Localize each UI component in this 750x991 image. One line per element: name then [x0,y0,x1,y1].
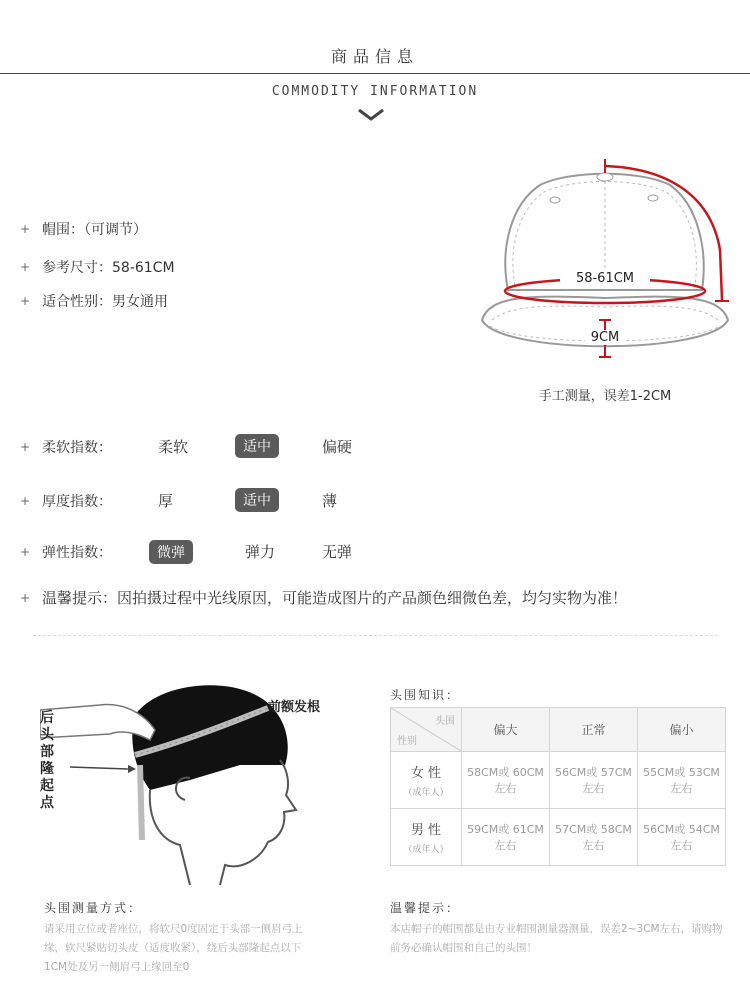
thickness-label: 厚度指数： [42,494,112,510]
bullet-icon: + [20,440,31,454]
bullet-icon: + [20,294,31,308]
elasticity-option-elastic: 弹力 [245,543,276,561]
warm-tip: 温馨提示：因拍摄过程中光线原因，可能造成图片的产品颜色细微色差，均匀实物为准！ [42,589,628,607]
head-size-table [390,707,726,866]
section-title-en: COMMODITY INFORMATION [271,84,479,99]
bullet-icon: + [20,591,31,605]
bullet-icon: + [20,545,31,559]
tip2-title: 温馨提示： [390,901,461,915]
col-header-small: 偏小 [638,708,726,752]
back-head-label: 后头部隆起点 [40,710,54,811]
thickness-option-thick: 厚 [158,492,174,510]
measure-caption: 手工测量，误差1-2CM [538,389,672,404]
table-cell: 58CM或 60CM左右 [462,752,550,809]
table-cell: 56CM或 57CM左右 [550,752,638,809]
col-header-large: 偏大 [462,708,550,752]
chevron-down-icon [357,108,385,122]
row-header-male: 男 性 （成年人） [391,809,462,866]
table-row [391,752,726,809]
bullet-icon: + [20,260,31,274]
spec-reference-size: 参考尺寸：58-61CM [42,260,175,276]
elasticity-label: 弹性指数： [42,545,112,561]
softness-option-hard: 偏硬 [322,438,353,456]
spec-gender: 适合性别：男女通用 [42,294,168,310]
forehead-label: 前额发根 [268,700,321,715]
table-corner: 头围 性别 [391,708,462,752]
table-cell: 55CM或 53CM左右 [638,752,726,809]
size-table-title: 头围知识： [390,688,461,702]
table-cell: 57CM或 58CM左右 [550,809,638,866]
softness-option-soft: 柔软 [158,438,189,456]
row-header-female: 女 性 （成年人） [391,752,462,809]
measure-method-body: 请采用立位或者座位，将软尺0度固定于头部一侧眉弓上缘，软尺紧贴切头皮（适度收紧），绕后头部隆起点以下1CM处及另一侧眉弓上缘回至0 [44,923,303,973]
header-divider [0,73,750,74]
circumference-label: 58-61CM [560,271,650,286]
measure-method-title: 头围测量方式： [44,901,143,915]
tip2-body: 本店帽子的帽围都是由专业帽围测量器测量，误差2~3CM左右，请购物前务必确认帽围和自己的头围！ [390,923,723,954]
brim-length-label: 9CM [585,330,625,345]
elasticity-option-none: 无弹 [322,543,353,561]
thickness-option-thin: 薄 [322,492,338,510]
table-row [391,809,726,866]
bullet-icon: + [20,494,31,508]
spec-circumference: 帽围：（可调节） [42,222,147,238]
thickness-option-medium-selected: 适中 [235,488,279,512]
table-cell: 59CM或 61CM左右 [462,809,550,866]
section-divider [33,635,718,636]
table-cell: 56CM或 54CM左右 [638,809,726,866]
softness-label: 柔软指数： [42,440,112,456]
softness-option-medium-selected: 适中 [235,434,279,458]
col-header-normal: 正常 [550,708,638,752]
section-title-cn: 商品信息 [330,47,419,66]
elasticity-option-slight-selected: 微弹 [149,540,193,564]
bullet-icon: + [20,222,31,236]
